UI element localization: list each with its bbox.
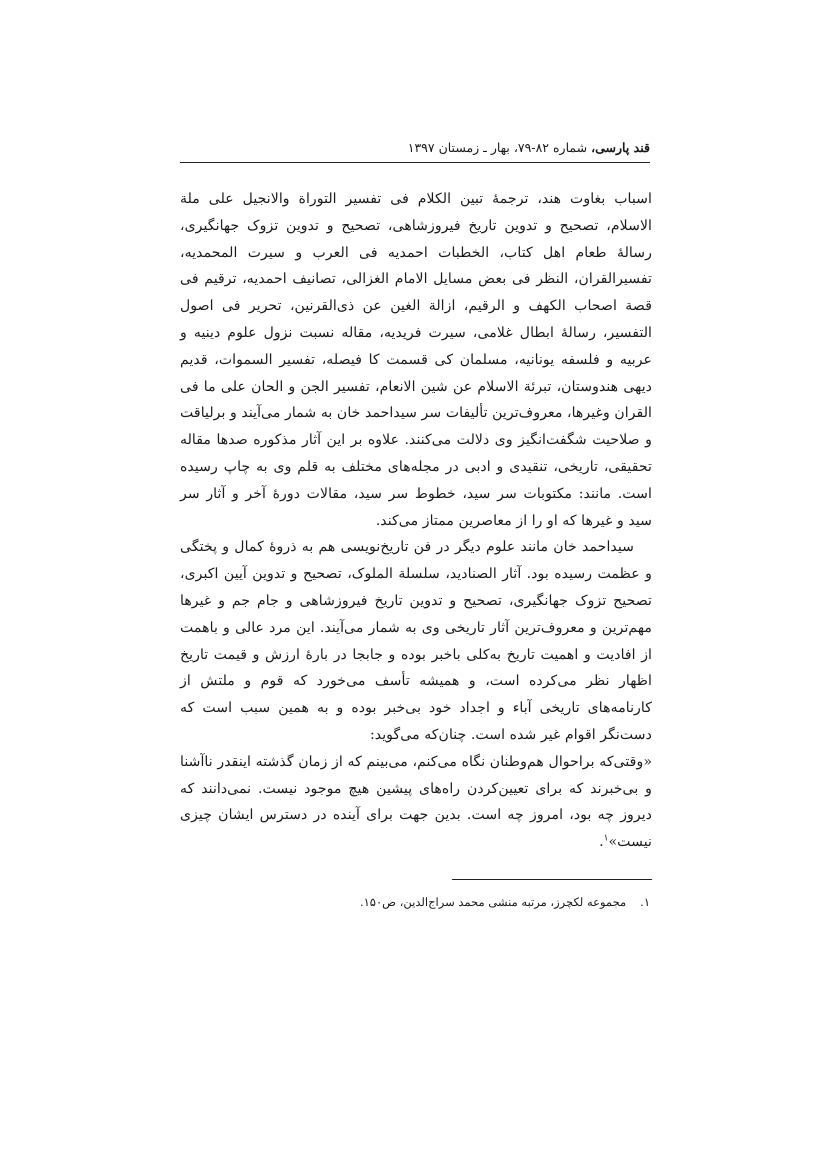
journal-title: قند پارسی،	[591, 140, 650, 155]
running-header	[180, 140, 650, 163]
footnote-number: ۱.	[640, 895, 650, 909]
issue-info: شماره ۸۲-۷۹، بهار ـ زمستان ۱۳۹۷	[407, 140, 592, 155]
body-text	[180, 186, 652, 856]
quote-text: «وقتی‌که براحوال هم‌وطنان نگاه می‌کنم، می‌بینم که از زمان گذشته اینقدر ناآشنا و بی‌خبرند که برای تعیین‌کردن راه‌های پیشین هیچ موجود نیست. نمی‌دانند که دیروز چه بود، امروز چه است. بدین جهت برای آینده در دسترس ایشان چیزی نیست»	[180, 753, 652, 851]
footnote	[180, 894, 650, 910]
paragraph-1: اسباب بغاوت هند، ترجمهٔ تبین الکلام فی تفسیر التوراة والانجیل علی ملة الاسلام، تصحیح و تدوین تاریخ فیروزشاهی، تصحیح و تدوین تزوک جهانگیری، رسالهٔ طعام اهل کتاب، الخطبات احمدیه فی العرب و سیرت المحمدیه، تفسیرالقران، النظر فی بعض مسایل الامام الغزالی، تصانیف احمدیه، ترقیم فی قصة اصحاب الکهف و الرقیم، ازالة الغین عن ذی‌القرنین، تحریر فی اصول التفسیر، رسالهٔ ابطال غلامی، سیرت فریدیه، مقاله نسبت نزول علوم دینیه و عربیه و فلسفه یونانیه، مسلمان کی قسمت کا فیصله، تفسیر السموات، قدیم دیهی هندوستان، تبرئة الاسلام عن شین الانعام، تفسیر الجن و الحان علی ما فی القران وغیرها، معروف‌ترین تألیفات سر سیداحمد خان به شمار می‌آیند و برلیاقت و صلاحیت شگفت‌انگیز وی دلالت می‌کنند. علاوه بر این آثار مذکوره صدها مقاله تحقیقی، تاریخی، تنقیدی و ادبی در مجله‌های مختلف به قلم وی به چاپ رسیده است. مانند: مکتوبات سر سید، خطوط سر سید، مقالات دورهٔ آخر و آثار سر سید و غیرها که او را از معاصرین ممتاز می‌کند.	[180, 191, 652, 529]
footnote-text: مجموعه لکچرز، مرتبه منشی محمد سراج‌الدین، ص۱۵۰.	[359, 895, 627, 909]
footnote-reference[interactable]: ۱	[603, 833, 609, 844]
block-quote	[180, 749, 652, 856]
paragraph-2: سیداحمد خان مانند علوم دیگر در فن تاریخ‌نویسی هم به ذروهٔ کمال و پختگی و عظمت رسیده بود. آثار الصنادید، سلسلة الملوک، تصحیح و تدوین آیین اکبری، تصحیح تزوک جهانگیری، تصحیح و تدوین تاریخ فیروزشاهی و جام جم و غیرها مهم‌ترین و معروف‌ترین آثار تاریخی وی به شمار می‌آیند. این مرد عالی و باهمت از افادیت و اهمیت تاریخ به‌کلی باخبر بوده و جابجا در بارهٔ ارزش و قیمت تاریخ اظهار نظر می‌کرده است، و همیشه تأسف می‌خورد که قوم و ملتش از کارنامه‌های تاریخی آباء و اجداد خود بی‌خبر بوده و به همین سبب است که دست‌نگر اقوام غیر شده است. چنان‌که می‌گوید:	[180, 539, 652, 743]
footnote-divider	[452, 879, 652, 880]
quote-end: .	[599, 834, 604, 851]
